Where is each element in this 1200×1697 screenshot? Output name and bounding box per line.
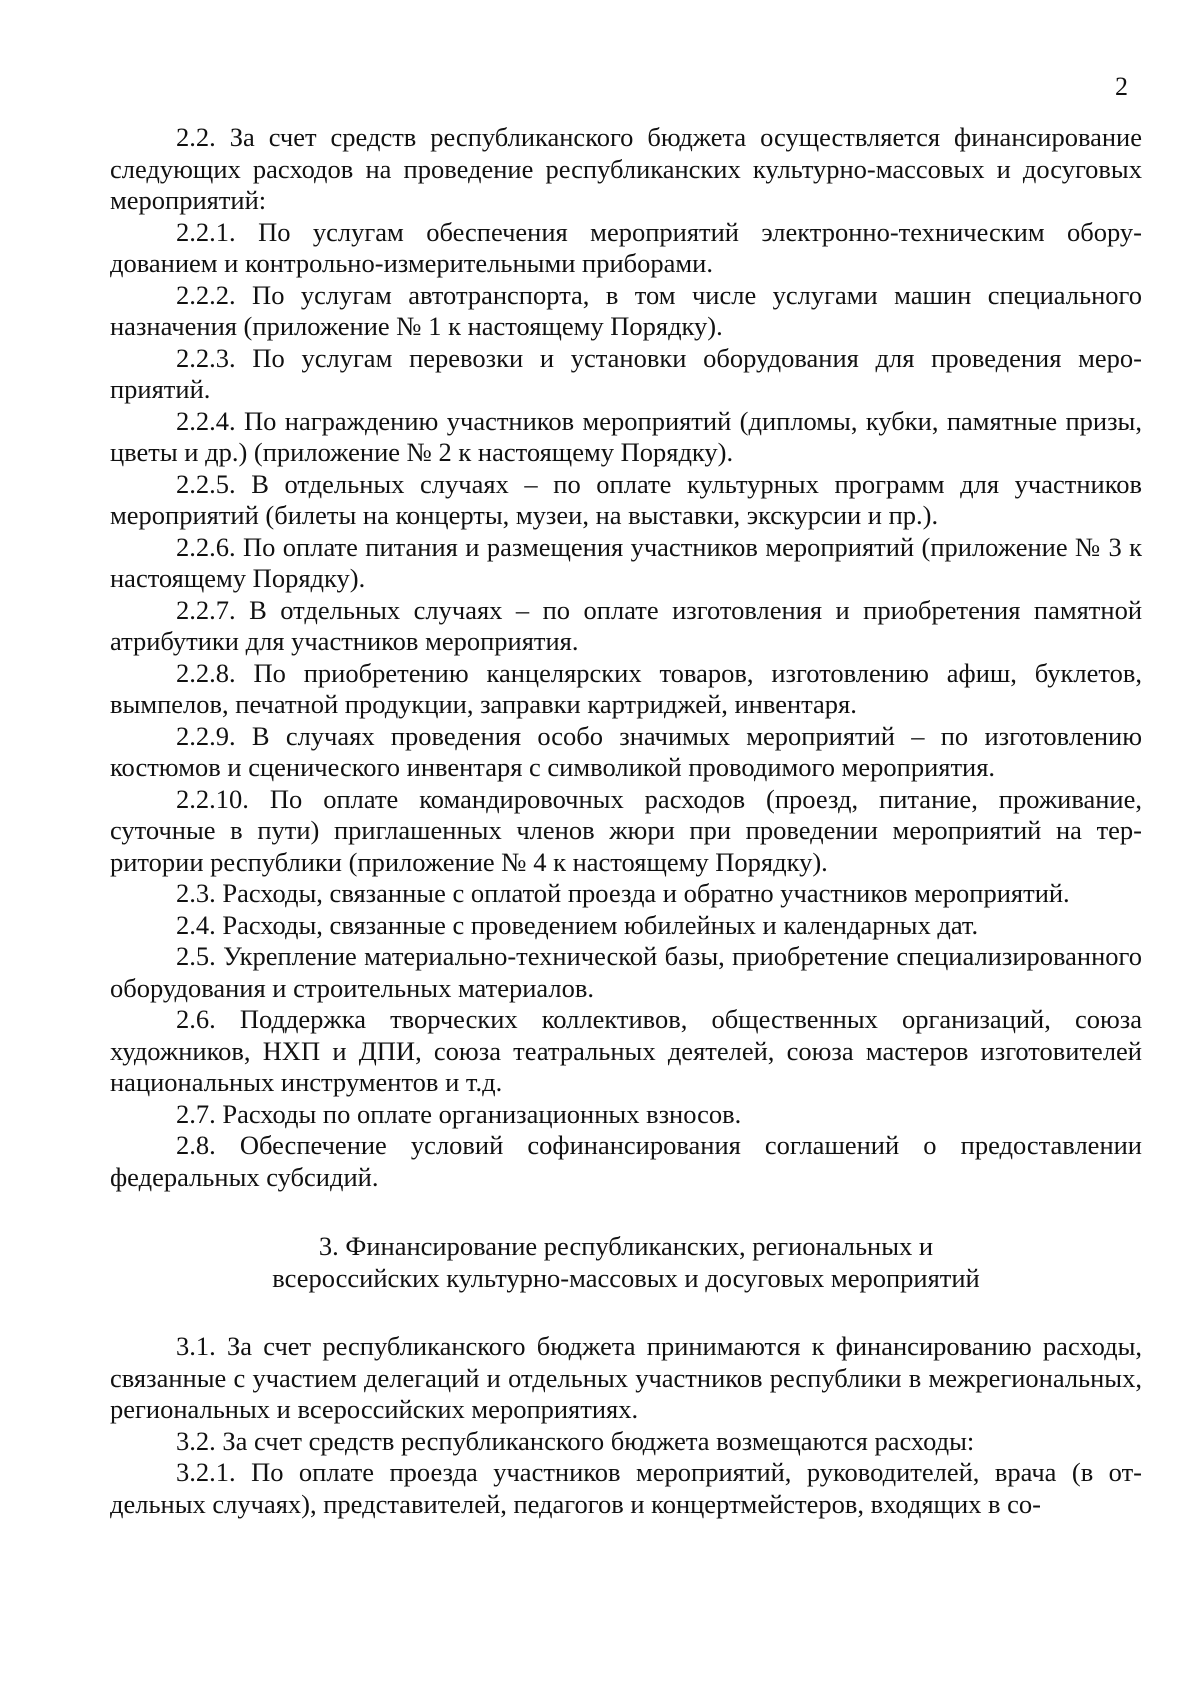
- paragraph-2-2-5: 2.2.5. В отдельных случаях – по оплате культурных программ для участников мероприятий (билеты на концерты, музеи, на выставки, экскурсии и пр.).: [110, 468, 1142, 530]
- paragraph-2-8: 2.8. Обеспечение условий софинансирования соглашений о предоставлении федеральных субсидий.: [110, 1130, 1142, 1192]
- paragraph-2-5: 2.5. Укрепление материально-технической базы, приобретение специализированного оборудования и строительных материалов.: [110, 941, 1142, 1003]
- page-number: 2: [1115, 72, 1128, 101]
- paragraph-2-4: 2.4. Расходы, связанные с проведением юбилейных и календарных дат.: [176, 909, 979, 940]
- paragraph-2-2-2: 2.2.2. По услугам автотранспорта, в том числе услугами машин специального назначения (приложение № 1 к настоящему Порядку).: [110, 279, 1142, 341]
- paragraph-2-6: 2.6. Поддержка творческих коллективов, общественных организаций, союза художников, НХП и ДПИ, союза театральных деятелей, союза мастеров изготовителей национальных инструментов и т.д.: [110, 1004, 1142, 1097]
- paragraph-3-2: 3.2. За счет средств республиканского бюджета возмещаются расходы:: [176, 1425, 975, 1456]
- paragraph-2-2-6: 2.2.6. По оплате питания и размещения участников мероприятий (приложение № 3 к настоящему Порядку).: [110, 531, 1142, 593]
- paragraph-3-2-1: 3.2.1. По оплате проезда участников мероприятий, руководителей, врача (в отдельных случаях), представителей, педагогов и концертмейстеров, входящих в со-: [110, 1457, 1142, 1519]
- section-3-title-line1: 3. Финансирование республиканских, региональных и: [318, 1231, 934, 1261]
- paragraph-2-2-10: 2.2.10. По оплате командировочных расходов (проезд, питание, проживание, суточные в пути) приглашенных членов жюри при проведении мероприятий на территории республики (приложение № 4 к настоящему Порядку).: [110, 783, 1142, 877]
- section-3-title-line2: всероссийских культурно-массовых и досуговых мероприятий: [272, 1262, 980, 1293]
- paragraph-2-7: 2.7. Расходы по оплате организационных взносов.: [176, 1098, 742, 1129]
- paragraph-2-2-3: 2.2.3. По услугам перевозки и установки оборудования для проведения мероприятий.: [110, 342, 1142, 404]
- paragraph-2-2-7: 2.2.7. В отдельных случаях – по оплате изготовления и приобретения памятной атрибутики для участников мероприятия.: [110, 594, 1142, 656]
- paragraph-2-2: 2.2. За счет средств республиканского бюджета осуществляется финансирование следующих расходов на проведение республиканских культурно-массовых и досуговых мероприятий:: [110, 122, 1142, 215]
- paragraph-3-1: 3.1. За счет республиканского бюджета принимаются к финансированию расходы, связанные с участием делегаций и отдельных участников республики в межрегиональных, региональных и всероссийских мероприятиях.: [110, 1331, 1142, 1424]
- paragraph-2-2-9: 2.2.9. В случаях проведения особо значимых мероприятий – по изготовлению костюмов и сценического инвентаря с символикой проводимого мероприятия.: [110, 720, 1142, 782]
- paragraph-2-3: 2.3. Расходы, связанные с оплатой проезда и обратно участников мероприятий.: [176, 878, 1070, 908]
- paragraph-2-2-1: 2.2.1. По услугам обеспечения мероприятий электронно-техническим оборудованием и контрольно-измерительными приборами.: [110, 216, 1142, 278]
- paragraph-2-2-4: 2.2.4. По награждению участников мероприятий (дипломы, кубки, памятные призы, цветы и др.) (приложение № 2 к настоящему Порядку).: [110, 405, 1142, 467]
- paragraph-2-2-8: 2.2.8. По приобретению канцелярских товаров, изготовлению афиш, буклетов, вымпелов, печатной продукции, заправки картриджей, инвентаря.: [110, 657, 1142, 719]
- section-3-title: [110, 1231, 1142, 1294]
- document-body: [110, 122, 1142, 1520]
